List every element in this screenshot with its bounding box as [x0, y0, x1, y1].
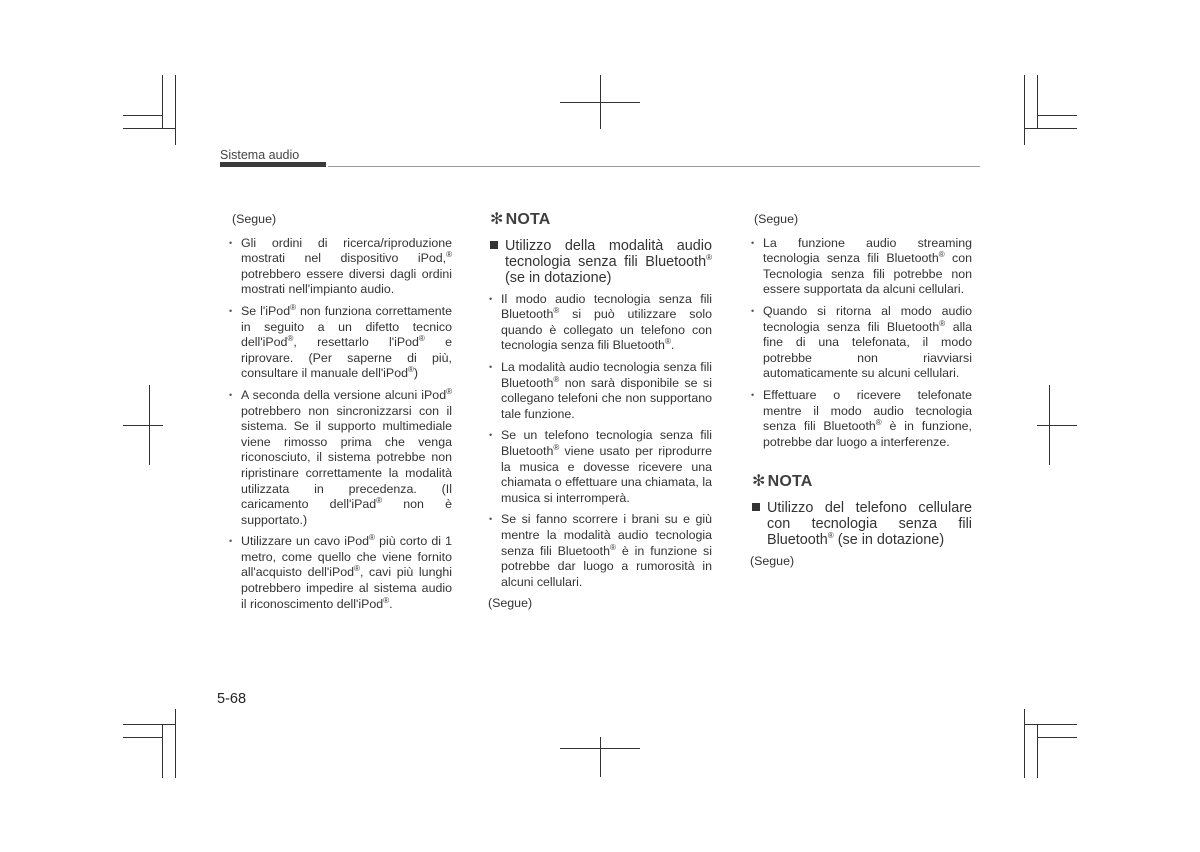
crop-mark — [123, 724, 176, 725]
bullet-icon: • — [229, 389, 233, 400]
bullet-icon: • — [229, 305, 233, 316]
list-item — [228, 388, 452, 528]
crop-mark — [560, 748, 640, 749]
crop-mark — [560, 102, 640, 103]
column-2 — [488, 212, 712, 612]
bullet-text: Gli ordini di ricerca/riproduzione mostrati nel dispositivo iPod,® potrebbero essere diversi dagli ordini mostrati nell'impianto audio. — [241, 235, 452, 297]
crop-mark — [123, 737, 163, 738]
crop-mark — [175, 709, 176, 778]
bullet-text: La modalità audio tecnologia senza fili Bluetooth® non sarà disponibile se si collegano telefoni che non supportano tale funzione. — [501, 359, 712, 421]
crop-mark — [175, 75, 176, 145]
list-item — [750, 236, 972, 298]
asterisk-icon: ✻ — [752, 473, 766, 491]
list-item — [488, 292, 712, 354]
crop-mark — [1024, 724, 1077, 725]
continued-label: (Segue) — [232, 212, 277, 226]
bullet-text: La funzione audio streaming tecnologia senza fili Bluetooth® con Tecnologia senza fili potrebbe non essere supportata da alcuni cellulari. — [763, 235, 972, 297]
bullet-text: Il modo audio tecnologia senza fili Bluetooth® si può utilizzare solo quando è collegato un telefono con tecnologia senza fili Bluetooth®. — [501, 291, 712, 353]
crop-mark — [162, 75, 163, 129]
bullet-icon: • — [489, 293, 493, 304]
asterisk-icon: ✻ — [490, 211, 504, 228]
list-item — [750, 388, 972, 450]
crop-mark — [1024, 709, 1025, 778]
list-item — [228, 304, 452, 382]
crop-mark — [1037, 425, 1077, 426]
bullet-icon: • — [751, 389, 755, 400]
bullet-text: A seconda della versione alcuni iPod® potrebbero non sincronizzarsi con il sistema. Se il supporto multimediale viene rimosso prima che venga riconosciuto, il sistema potrebbe non ripristinare correttamente la modalità utilizzata in precedenza. (Il caricamento dell'iPad® non è supportato.) — [241, 386, 452, 527]
section-title: Sistema audio — [220, 148, 300, 162]
list-item — [488, 512, 712, 590]
bullet-icon: • — [229, 536, 233, 547]
continued-label: (Segue) — [754, 212, 799, 226]
nota-heading — [490, 212, 712, 228]
crop-mark — [123, 115, 163, 116]
column-1 — [228, 212, 452, 618]
crop-mark — [1037, 724, 1038, 778]
bullet-text: Quando si ritorna al modo audio tecnologia senza fili Bluetooth® alla fine di una telefonata, il modo potrebbe non riavviarsi automaticamente su alcuni cellulari. — [763, 303, 972, 381]
continues-label: (Segue) — [488, 596, 533, 611]
bullet-icon: • — [489, 514, 493, 525]
bullet-icon: • — [751, 237, 755, 248]
continues-label: (Segue) — [750, 553, 795, 568]
page-number: 5-68 — [217, 691, 247, 707]
bullet-list — [750, 236, 972, 451]
list-item — [228, 534, 452, 612]
nota-title: NOTA — [767, 473, 813, 491]
crop-mark — [1037, 75, 1038, 129]
bullet-text: Se si fanno scorrere i brani su e giù mentre la modalità audio tecnologia senza fili Bluetooth® è in funzione si potrebbe dar luogo a rumorosità in alcuni cellulari. — [501, 512, 712, 589]
bullet-icon: • — [751, 305, 755, 316]
list-item — [228, 236, 452, 298]
bullet-text: Utilizzare un cavo iPod® più corto di 1 metro, come quello che viene fornito all'acquisto dell'iPod®, cavi più lunghi potrebbero impedire al sistema audio il riconoscimento dell'iPod®. — [241, 533, 453, 611]
crop-mark — [1037, 115, 1077, 116]
bullet-text: Se un telefono tecnologia senza fili Bluetooth® viene usato per riprodurre la musica e dovesse ricevere una chiamata o effettuare una chiamata, la musica si interromperà. — [501, 428, 712, 505]
crop-mark — [123, 128, 176, 129]
subheading-text: Utilizzo della modalità audio tecnologia senza fili Bluetooth® (se in dotazione) — [505, 237, 712, 286]
bullet-list — [488, 292, 712, 591]
header-bar — [220, 162, 326, 167]
crop-mark — [1024, 128, 1077, 129]
crop-mark — [1037, 737, 1077, 738]
list-item — [750, 304, 972, 382]
bullet-icon: • — [489, 430, 493, 441]
crop-mark — [1024, 75, 1025, 145]
square-bullet-icon — [752, 503, 760, 511]
list-item — [488, 428, 712, 506]
bullet-icon: • — [489, 361, 493, 372]
subheading — [750, 500, 972, 548]
crop-mark — [600, 737, 601, 777]
subheading — [488, 238, 712, 286]
subheading-text: Utilizzo del telefono cellulare con tecnologia senza fili Bluetooth® (se in dotazione) — [767, 499, 972, 548]
nota-title: NOTA — [505, 211, 551, 228]
bullet-icon: • — [229, 237, 233, 248]
crop-mark — [162, 724, 163, 778]
bullet-text: Effettuare o ricevere telefonate mentre il modo audio tecnologia senza fili Bluetooth® è in funzione, potrebbe dar luogo a interferenze. — [763, 387, 972, 449]
list-item — [488, 360, 712, 422]
crop-mark — [123, 425, 163, 426]
bullet-text: Se l'iPod® non funziona correttamente in seguito a un difetto tecnico dell'iPod®, resettarlo l'iPod® e riprovare. (Per saperne di più, consultare il manuale dell'iPod®) — [241, 302, 452, 381]
header-rule — [328, 166, 980, 167]
bullet-list — [228, 236, 452, 613]
square-bullet-icon — [490, 241, 498, 249]
column-3 — [750, 212, 972, 570]
nota-heading — [752, 474, 972, 490]
